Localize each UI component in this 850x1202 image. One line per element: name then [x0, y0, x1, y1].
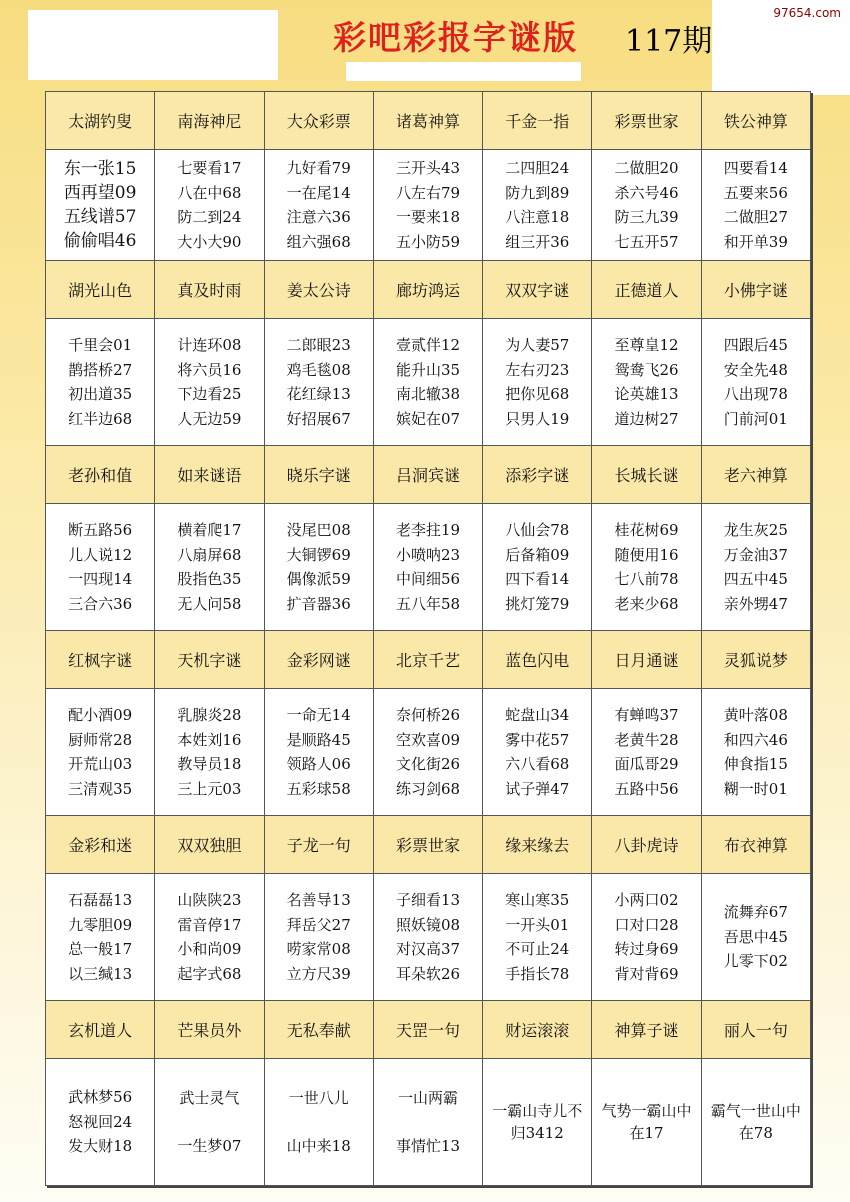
prediction-cell: [264, 319, 373, 446]
line-gap: [265, 1110, 373, 1134]
prediction-line: 开荒山03: [68, 755, 133, 773]
column-header: 千金一指: [483, 92, 592, 150]
prediction-line: 一世八儿: [288, 1088, 349, 1107]
prediction-cell: [373, 150, 482, 261]
prediction-line: 山中来18: [286, 1137, 351, 1155]
prediction-cell: [373, 874, 482, 1001]
prediction-line: 股指色35: [177, 570, 242, 588]
page-title: 彩吧彩报字谜版: [333, 18, 578, 57]
prediction-line: 五彩球58: [286, 779, 351, 798]
prediction-line: 把你见68: [505, 385, 570, 403]
prediction-line: 防三九39: [614, 208, 679, 226]
prediction-line: 三清观35: [68, 779, 133, 798]
prediction-line: 西再望09: [63, 183, 137, 203]
column-header: 彩票世家: [373, 816, 482, 874]
column-header: 添彩字谜: [483, 446, 592, 504]
prediction-line: 石磊磊13: [68, 891, 133, 909]
header-row: [46, 631, 811, 689]
prediction-line: 偶像派59: [286, 570, 351, 588]
prediction-cell: [373, 1059, 482, 1186]
prediction-line: 不可止24: [505, 940, 570, 958]
column-header: 铁公神算: [701, 92, 810, 150]
prediction-line: 拜岳父27: [286, 915, 351, 934]
prediction-line: 人无边59: [177, 409, 242, 428]
line-gap: [374, 1110, 482, 1134]
column-header: 玄机道人: [46, 1001, 155, 1059]
prediction-cell: [701, 689, 810, 816]
prediction-line: 小和尚09: [177, 940, 242, 958]
prediction-cell: [264, 504, 373, 631]
prediction-line: 扩音器36: [286, 594, 351, 613]
column-header: 姜太公诗: [264, 261, 373, 319]
prediction-line: 下边看25: [177, 385, 242, 403]
prediction-line: 二做胆27: [723, 208, 788, 226]
prediction-cell: [155, 150, 264, 261]
column-header: 湖光山色: [46, 261, 155, 319]
prediction-line: 空欢喜09: [395, 730, 461, 749]
prediction-line: 教导员18: [177, 755, 242, 773]
prediction-line: 东一张15: [63, 159, 137, 179]
prediction-line: 发大财18: [68, 1137, 133, 1156]
prediction-cell: [46, 150, 155, 261]
prediction-line: 一在尾14: [286, 183, 351, 202]
prediction-line: 亲外甥47: [723, 594, 788, 613]
prediction-line: 随便用16: [614, 545, 679, 564]
prediction-line: 大铜锣69: [286, 545, 351, 564]
prediction-line: 手指长78: [505, 964, 570, 983]
prediction-line: 四下看14: [505, 570, 570, 588]
prediction-line: 老黄牛28: [614, 730, 679, 749]
prediction-line: 花红绿13: [286, 385, 351, 403]
prediction-line: 注意六36: [286, 208, 351, 226]
prediction-line: 有蝉鸣37: [614, 706, 679, 724]
prediction-line: 耳朵软26: [395, 964, 461, 983]
prediction-line: 配小酒09: [68, 706, 133, 724]
prediction-line: 奈何桥26: [395, 706, 461, 724]
column-header: 双双独胆: [155, 816, 264, 874]
prediction-line: 千里会01: [68, 336, 133, 354]
prediction-line: 一山两霸: [397, 1088, 458, 1107]
prediction-line: 伸食指15: [723, 755, 788, 773]
column-header: 如来谜语: [155, 446, 264, 504]
prediction-line: 红半边68: [68, 409, 133, 428]
prediction-line: 大小大90: [177, 232, 242, 251]
prediction-cell: [46, 689, 155, 816]
riddle-grid: [45, 91, 811, 1186]
prediction-cell: [155, 874, 264, 1001]
column-header: 正德道人: [592, 261, 701, 319]
prediction-row: [46, 319, 811, 446]
prediction-line: 起字式68: [177, 964, 242, 983]
prediction-line: 名善导13: [286, 891, 351, 909]
prediction-line: 吾思中45: [723, 927, 788, 946]
prediction-line: 一要来18: [395, 208, 461, 226]
line-gap: [155, 1110, 263, 1134]
prediction-row: [46, 874, 811, 1001]
column-header: 丽人一句: [701, 1001, 810, 1059]
issue-number: 117期: [625, 24, 713, 59]
prediction-line: 九零胆09: [68, 915, 133, 934]
prediction-cell: [701, 874, 810, 1001]
prediction-line: 试子弹47: [505, 779, 570, 798]
prediction-line: 能升山35: [395, 360, 461, 379]
column-header: 蓝色闪电: [483, 631, 592, 689]
column-header: 廊坊鸿运: [373, 261, 482, 319]
prediction-line: 小两口02: [614, 891, 679, 909]
prediction-line: 左右刃23: [505, 360, 570, 379]
prediction-line: 七八前78: [614, 570, 679, 588]
prediction-line: 南北辙38: [395, 385, 461, 403]
prediction-line: 以三缄13: [68, 964, 133, 983]
blank-strip: [346, 62, 581, 81]
prediction-line: 练习剑68: [395, 779, 461, 798]
header-row: [46, 261, 811, 319]
prediction-line: 至尊皇12: [614, 336, 679, 354]
header-row: [46, 1001, 811, 1059]
prediction-line: 糊一时01: [723, 779, 788, 798]
prediction-line: 五线谱57: [63, 207, 137, 227]
prediction-line: 雾中花57: [505, 730, 570, 749]
prediction-line: 霸气一世山中在78: [710, 1102, 801, 1142]
header-row: [46, 816, 811, 874]
column-header: 财运滚滚: [483, 1001, 592, 1059]
prediction-cell: [155, 319, 264, 446]
column-header: 灵狐说梦: [701, 631, 810, 689]
prediction-line: 安全先48: [723, 360, 788, 379]
prediction-cell: [701, 1059, 810, 1186]
prediction-line: 老来少68: [614, 594, 679, 613]
prediction-line: 面瓜哥29: [614, 755, 679, 773]
prediction-cell: [592, 689, 701, 816]
watermark: 97654.com: [770, 6, 844, 20]
prediction-line: 鸳鸯飞26: [614, 360, 679, 379]
prediction-cell: [155, 1059, 264, 1186]
prediction-line: 八注意18: [505, 208, 570, 226]
prediction-line: 八出现78: [723, 385, 788, 403]
prediction-line: 四要看14: [723, 159, 788, 177]
prediction-line: 无人问58: [177, 594, 242, 613]
prediction-line: 三开头43: [395, 159, 461, 177]
prediction-line: 气势一霸山中在17: [601, 1102, 692, 1142]
prediction-line: 武士灵气: [179, 1088, 240, 1107]
prediction-line: 唠家常08: [286, 940, 351, 958]
column-header: 神算子谜: [592, 1001, 701, 1059]
prediction-row: [46, 504, 811, 631]
prediction-line: 组六强68: [286, 232, 351, 251]
prediction-line: 五小防59: [395, 232, 461, 251]
prediction-line: 中间细56: [395, 570, 461, 588]
column-header: 诸葛神算: [373, 92, 482, 150]
prediction-line: 好招展67: [286, 409, 351, 428]
column-header: 缘来缘去: [483, 816, 592, 874]
prediction-line: 怒视回24: [68, 1112, 133, 1131]
prediction-line: 对汉高37: [395, 940, 461, 958]
prediction-cell: [264, 1059, 373, 1186]
column-header: 彩票世家: [592, 92, 701, 150]
column-header: 金彩网谜: [264, 631, 373, 689]
prediction-line: 武林梦56: [68, 1088, 133, 1107]
prediction-cell: [483, 874, 592, 1001]
prediction-line: 立方尺39: [286, 964, 351, 983]
prediction-line: 九好看79: [286, 159, 351, 177]
prediction-line: 儿人说12: [68, 545, 133, 564]
prediction-line: 没尾巴08: [286, 521, 351, 539]
prediction-cell: [264, 874, 373, 1001]
prediction-line: 八左右79: [395, 183, 461, 202]
prediction-line: 二四胆24: [505, 159, 570, 177]
prediction-line: 是顺路45: [286, 730, 351, 749]
prediction-line: 流舞弃67: [723, 903, 788, 922]
prediction-cell: [592, 1059, 701, 1186]
prediction-cell: [592, 319, 701, 446]
prediction-line: 后备箱09: [505, 545, 570, 564]
prediction-cell: [592, 504, 701, 631]
prediction-cell: [264, 689, 373, 816]
prediction-line: 口对口28: [614, 915, 679, 934]
prediction-line: 厨师常28: [68, 730, 133, 749]
prediction-line: 六八看68: [505, 755, 570, 773]
prediction-line: 论英雄13: [614, 385, 679, 403]
prediction-cell: [155, 689, 264, 816]
column-header: 天罡一句: [373, 1001, 482, 1059]
column-header: 太湖钓叟: [46, 92, 155, 150]
prediction-line: 鹊搭桥27: [68, 360, 133, 379]
prediction-line: 儿零下02: [723, 952, 788, 971]
prediction-line: 领路人06: [286, 755, 351, 773]
column-header: 北京千艺: [373, 631, 482, 689]
column-header: 长城长谜: [592, 446, 701, 504]
prediction-line: 蛇盘山34: [505, 706, 570, 724]
prediction-cell: [701, 150, 810, 261]
prediction-line: 龙生灰25: [723, 521, 788, 539]
prediction-line: 门前河01: [723, 409, 788, 428]
prediction-line: 和开单39: [723, 232, 788, 251]
column-header: 南海神尼: [155, 92, 264, 150]
column-header: 无私奉献: [264, 1001, 373, 1059]
prediction-line: 三合六36: [68, 594, 133, 613]
prediction-cell: [592, 150, 701, 261]
column-header: 红枫字谜: [46, 631, 155, 689]
prediction-line: 道边树27: [614, 409, 679, 428]
prediction-cell: [483, 150, 592, 261]
prediction-line: 杀六号46: [614, 183, 679, 202]
prediction-line: 八扇屏68: [177, 545, 242, 564]
prediction-line: 山陕陕23: [177, 891, 242, 909]
prediction-line: 总一般17: [68, 940, 133, 958]
prediction-line: 断五路56: [68, 521, 133, 539]
column-header: 大众彩票: [264, 92, 373, 150]
prediction-line: 转过身69: [614, 940, 679, 958]
prediction-line: 事情忙13: [395, 1137, 461, 1155]
prediction-cell: [373, 689, 482, 816]
prediction-cell: [701, 319, 810, 446]
prediction-line: 文化街26: [395, 755, 461, 773]
prediction-line: 四五中45: [723, 570, 788, 588]
prediction-line: 五要来56: [723, 183, 788, 202]
prediction-line: 小喷呐23: [395, 545, 461, 564]
blank-panel-left: [28, 10, 278, 80]
prediction-line: 雷音停17: [177, 915, 242, 934]
prediction-line: 防九到89: [505, 183, 570, 202]
prediction-cell: [264, 150, 373, 261]
prediction-line: 一命无14: [286, 706, 351, 724]
prediction-line: 二郎眼23: [286, 336, 351, 354]
column-header: 双双字谜: [483, 261, 592, 319]
column-header: 八卦虎诗: [592, 816, 701, 874]
column-header: 晓乐字谜: [264, 446, 373, 504]
prediction-line: 偷偷唱46: [63, 231, 137, 251]
column-header: 老六神算: [701, 446, 810, 504]
prediction-line: 壹贰伴12: [395, 336, 461, 354]
prediction-line: 一四现14: [68, 570, 133, 588]
prediction-cell: [373, 504, 482, 631]
prediction-cell: [483, 689, 592, 816]
prediction-cell: [701, 504, 810, 631]
prediction-line: 子细看13: [395, 891, 461, 909]
column-header: 日月通谜: [592, 631, 701, 689]
prediction-line: 嫔妃在07: [395, 409, 461, 428]
prediction-line: 横着爬17: [177, 521, 242, 539]
prediction-line: 七要看17: [177, 159, 242, 177]
header-row: [46, 446, 811, 504]
prediction-cell: [46, 504, 155, 631]
column-header: 子龙一句: [264, 816, 373, 874]
prediction-line: 一开头01: [505, 915, 570, 934]
prediction-cell: [592, 874, 701, 1001]
prediction-line: 二做胆20: [614, 159, 679, 177]
prediction-cell: [483, 1059, 592, 1186]
prediction-line: 五路中56: [614, 779, 679, 798]
prediction-line: 计连环08: [177, 336, 242, 354]
prediction-line: 三上元03: [177, 779, 242, 798]
prediction-cell: [46, 319, 155, 446]
prediction-cell: [46, 1059, 155, 1186]
prediction-line: 背对背69: [614, 964, 679, 983]
prediction-line: 寒山寒35: [505, 891, 570, 909]
header-row: [46, 92, 811, 150]
column-header: 吕洞宾谜: [373, 446, 482, 504]
prediction-line: 和四六46: [723, 730, 788, 749]
column-header: 小佛字谜: [701, 261, 810, 319]
prediction-line: 一霸山寺儿不归3412: [492, 1102, 583, 1142]
prediction-line: 黄叶落08: [723, 706, 788, 724]
prediction-line: 五八年58: [395, 594, 461, 613]
column-header: 金彩和迷: [46, 816, 155, 874]
prediction-row: [46, 1059, 811, 1186]
prediction-line: 万金油37: [723, 545, 788, 564]
prediction-line: 鸡毛毯08: [286, 360, 351, 379]
prediction-cell: [483, 504, 592, 631]
prediction-row: [46, 150, 811, 261]
prediction-line: 八仙会78: [505, 521, 570, 539]
prediction-line: 只男人19: [505, 409, 570, 428]
column-header: 老孙和值: [46, 446, 155, 504]
column-header: 布衣神算: [701, 816, 810, 874]
prediction-line: 为人妻57: [505, 336, 570, 354]
prediction-line: 挑灯笼79: [505, 594, 570, 613]
prediction-line: 七五开57: [614, 232, 679, 251]
prediction-line: 初出道35: [68, 385, 133, 403]
column-header: 天机字谜: [155, 631, 264, 689]
prediction-line: 本姓刘16: [177, 730, 242, 749]
prediction-cell: [483, 319, 592, 446]
prediction-line: 一生梦07: [177, 1137, 242, 1155]
prediction-cell: [46, 874, 155, 1001]
prediction-line: 照妖镜08: [395, 915, 461, 934]
prediction-cell: [155, 504, 264, 631]
column-header: 真及时雨: [155, 261, 264, 319]
prediction-line: 老李拄19: [395, 521, 461, 539]
prediction-line: 乳腺炎28: [177, 706, 242, 724]
prediction-row: [46, 689, 811, 816]
prediction-line: 将六员16: [177, 360, 242, 379]
prediction-line: 防二到24: [177, 208, 242, 226]
prediction-cell: [373, 319, 482, 446]
prediction-line: 桂花树69: [614, 521, 679, 539]
prediction-line: 组三开36: [505, 232, 570, 251]
column-header: 芒果员外: [155, 1001, 264, 1059]
prediction-line: 八在中68: [177, 183, 242, 202]
prediction-line: 四跟后45: [723, 336, 788, 354]
